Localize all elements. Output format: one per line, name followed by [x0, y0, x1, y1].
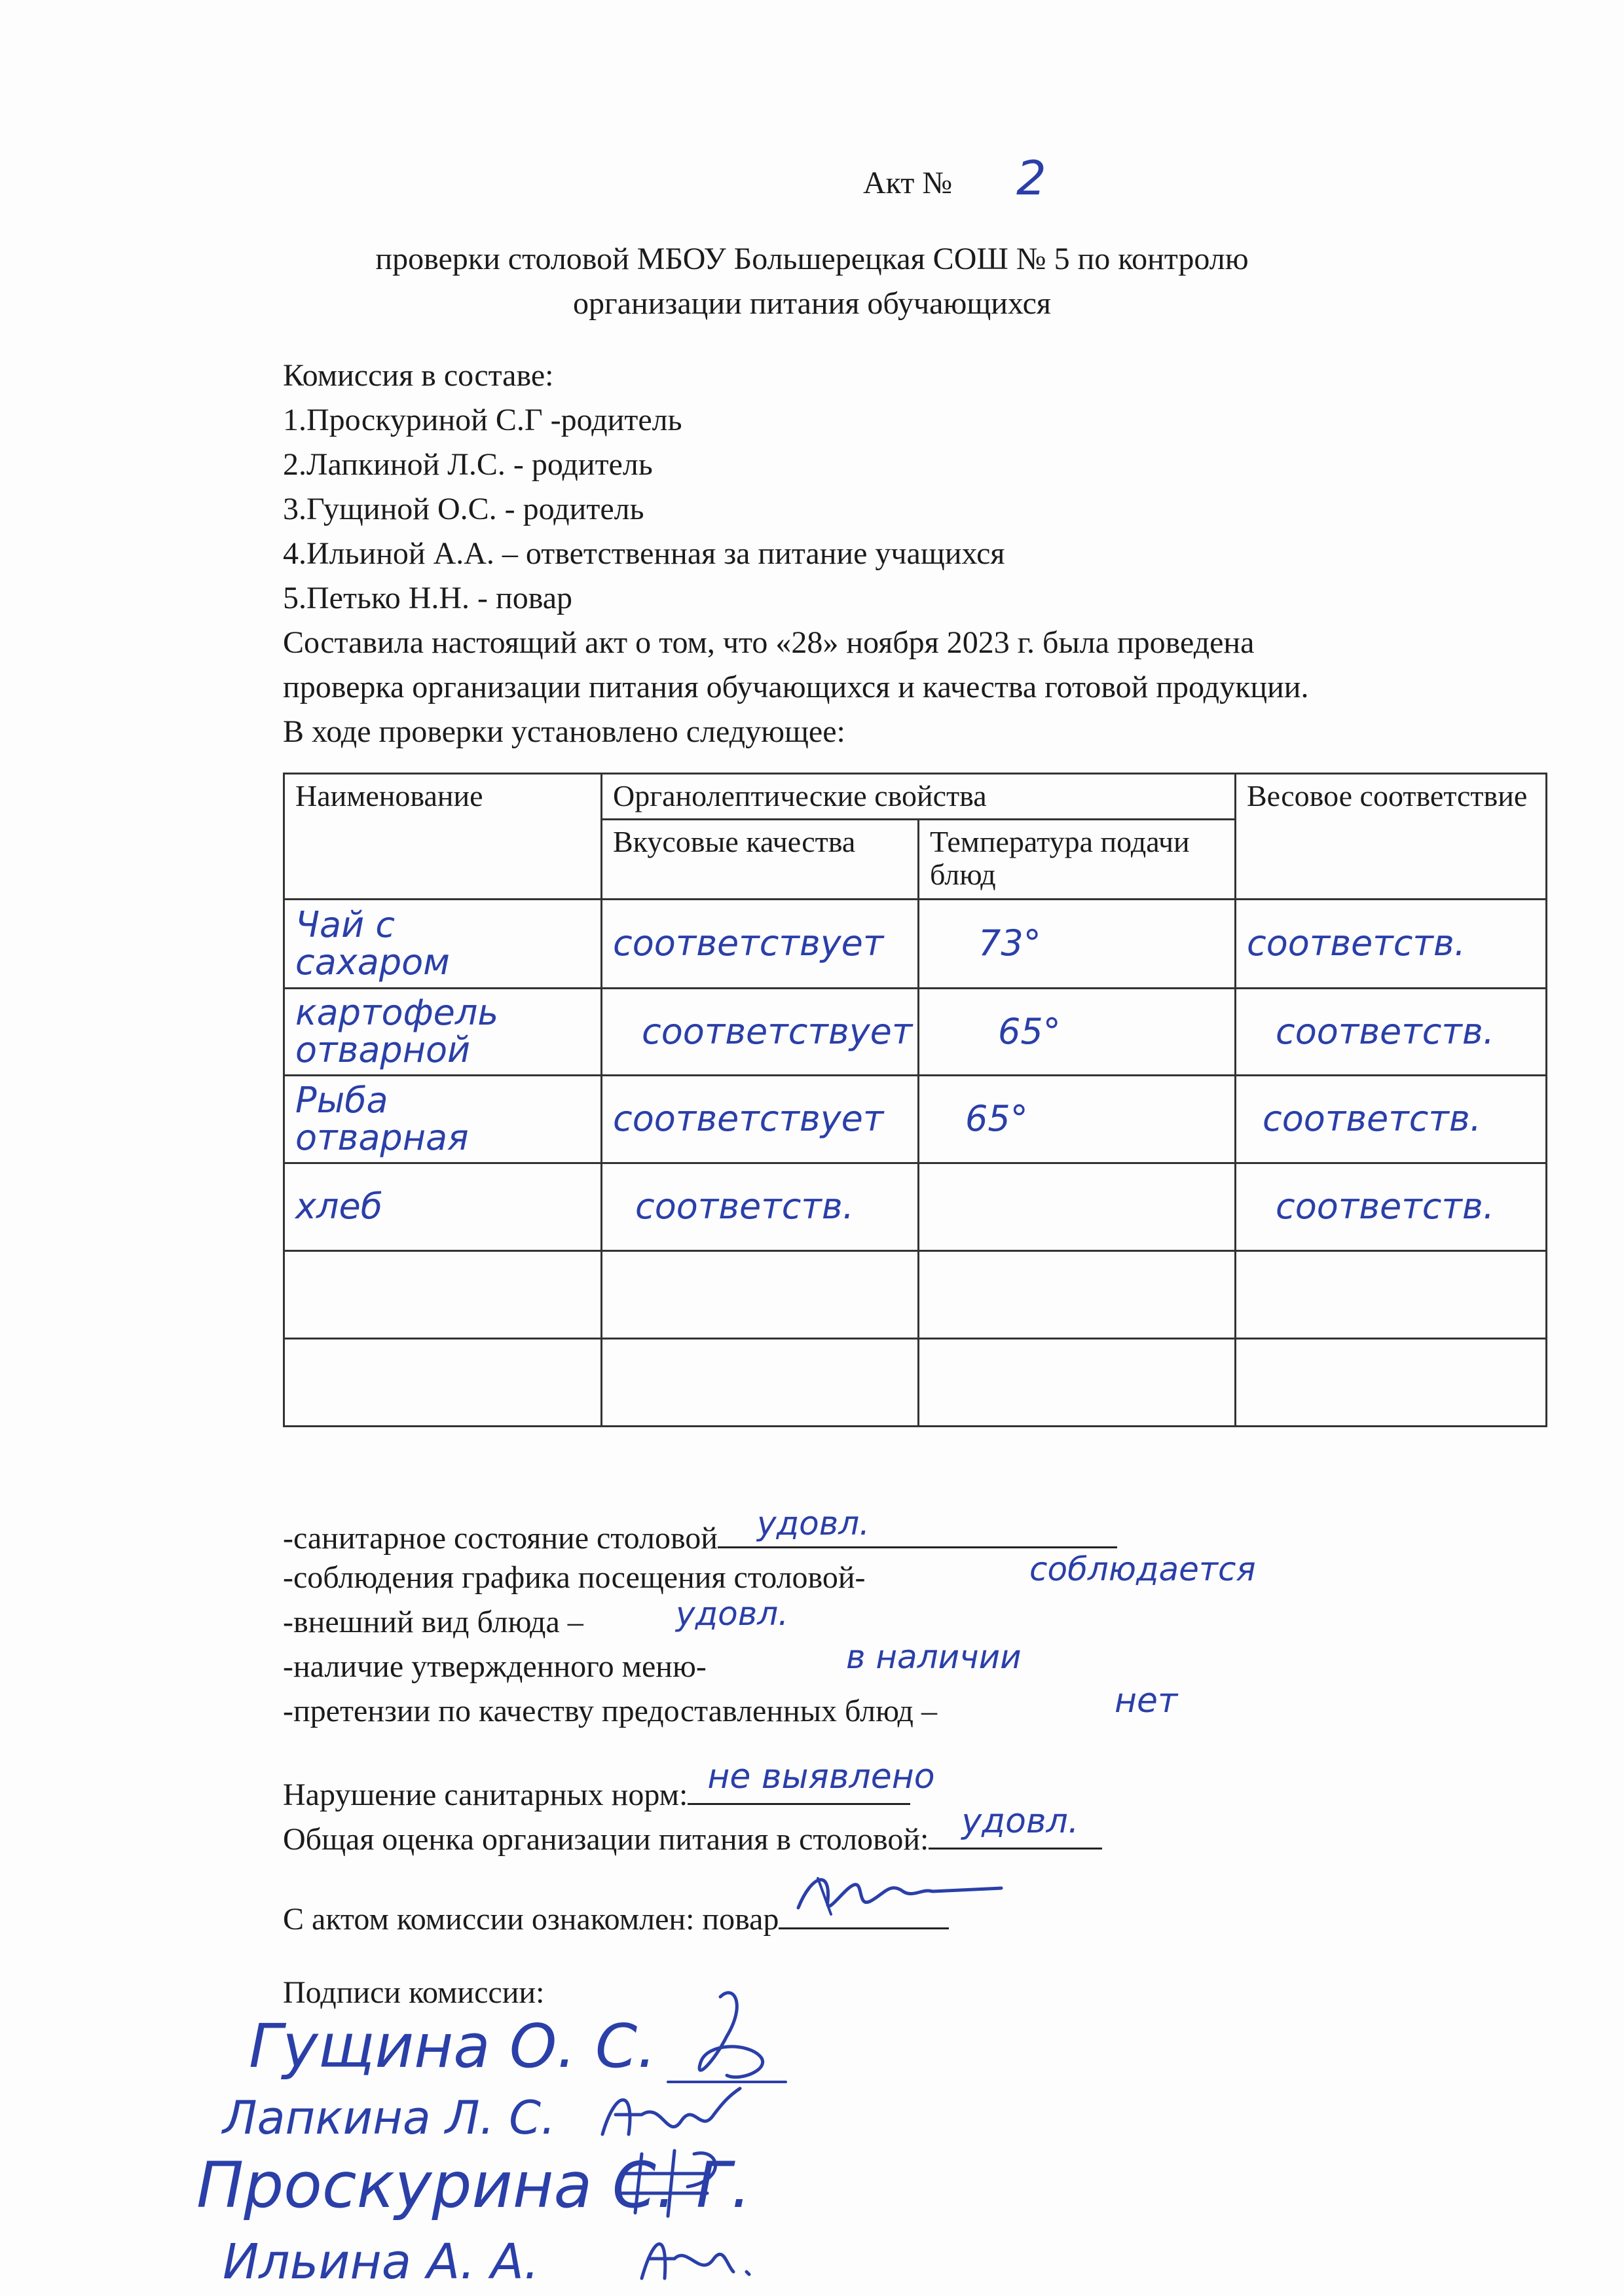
taste-value: соответствует [642, 1010, 913, 1052]
header-organoleptic: Органолептические свойства [602, 774, 1236, 820]
taste-value: соответств. [635, 1186, 854, 1228]
overall-row [283, 1802, 1102, 1857]
header-weight: Весовое соответствие [1236, 774, 1547, 900]
field-label: -соблюдения графика посещения столовой- [283, 1560, 866, 1595]
body-text-line: В ходе проверки установлено следующее: [283, 714, 845, 749]
dish-name [284, 1251, 602, 1339]
field-value: в наличии [846, 1638, 1022, 1676]
field-value: удовл. [756, 1504, 870, 1542]
commission-member: 3.Гущиной О.С. - родитель [283, 492, 644, 526]
table-row [284, 900, 1547, 989]
field-schedule [283, 1550, 1256, 1595]
weight-value: соответств. [1276, 1010, 1494, 1052]
header-temperature: Температура подачи блюд [919, 820, 1236, 900]
field-label: -претензии по качеству предоставленных блюд – [283, 1694, 937, 1728]
cook-signature-line [779, 1899, 949, 1929]
table-row [284, 1251, 1547, 1339]
commission-member: 1.Проскуриной С.Г -родитель [283, 403, 682, 437]
taste-value: соответствует [613, 1098, 884, 1140]
weight-value: соответств. [1276, 1186, 1494, 1228]
dish-name: Рыба отварная [295, 1079, 469, 1158]
dish-name [284, 1339, 602, 1427]
dish-name: Чай с сахаром [295, 903, 450, 983]
commission-member: 2.Лапкиной Л.С. - родитель [283, 447, 653, 482]
violations-value: не выявлено [707, 1757, 935, 1796]
temperature-value: 73° [978, 922, 1041, 964]
field-appearance [283, 1595, 789, 1639]
act-number: 2 [1016, 151, 1046, 206]
overall-label: Общая оценка организации питания в столовой: [283, 1822, 929, 1857]
commission-intro: Комиссия в составе: [283, 358, 554, 393]
weight-value [1236, 1251, 1547, 1339]
table-row [284, 989, 1547, 1076]
body-text-line: Составила настоящий акт о том, что «28» ноября 2023 г. была проведена [283, 625, 1255, 660]
weight-value: соответств. [1247, 922, 1466, 964]
header-name: Наименование [284, 774, 602, 900]
field-claims [283, 1681, 1178, 1728]
field-underline [718, 1504, 1117, 1548]
field-label: -внешний вид блюда – [283, 1605, 583, 1639]
signatures-label: Подписи комиссии: [283, 1975, 545, 2010]
taste-value [602, 1251, 919, 1339]
field-value: удовл. [676, 1595, 789, 1633]
overall-value: удовл. [961, 1802, 1079, 1841]
commission-member: 4.Ильиной А.А. – ответственная за питание учащихся [283, 536, 1005, 571]
title-line-1: проверки столовой МБОУ Большерецкая СОШ № 5 по контролю [375, 242, 1249, 276]
field-sanitary [283, 1504, 1117, 1556]
table-row [284, 1339, 1547, 1427]
acknowledged-label: С актом комиссии ознакомлен: повар [283, 1902, 779, 1937]
signature-mark [629, 2226, 760, 2291]
header-taste: Вкусовые качества [602, 820, 919, 900]
acknowledged-row [283, 1899, 949, 1935]
weight-value: соответств. [1263, 1098, 1481, 1140]
dish-name: хлеб [295, 1186, 382, 1228]
inspection-table [283, 773, 1547, 1427]
violations-row [283, 1757, 935, 1812]
signature-name: Проскурина С. Г. [196, 2149, 751, 2222]
title-line-2: организации питания обучающихся [573, 286, 1051, 321]
taste-value [602, 1339, 919, 1427]
table-row [284, 1163, 1547, 1251]
violations-underline [688, 1757, 935, 1805]
temperature-value [919, 1251, 1236, 1339]
field-menu [283, 1638, 1022, 1684]
signature-name: Ильина А. А. [223, 2234, 540, 2290]
cook-signature [792, 1862, 1008, 1927]
commission-member: 5.Петько Н.Н. - повар [283, 581, 573, 615]
field-label: -санитарное состояние столовой [283, 1521, 718, 1556]
dish-name: картофель отварной [295, 992, 499, 1070]
temperature-value: 65° [965, 1098, 1028, 1140]
violations-label: Нарушение санитарных норм: [283, 1777, 688, 1812]
signature-mark [616, 2141, 747, 2226]
weight-value [1236, 1339, 1547, 1427]
field-value: соблюдается [1029, 1550, 1256, 1588]
taste-value: соответствует [613, 922, 884, 964]
signature-name: Гущина О. С. [249, 2011, 657, 2081]
act-label: Акт № [863, 166, 953, 200]
body-text-line: проверка организации питания обучающихся и качества готовой продукции. [283, 670, 1309, 704]
table-row [284, 1076, 1547, 1163]
overall-underline [929, 1802, 1102, 1850]
temperature-value: 65° [998, 1010, 1061, 1052]
signature-name: Лапкина Л. С. [223, 2091, 556, 2145]
field-label: -наличие утвержденного меню- [283, 1649, 707, 1684]
temperature-value [919, 1339, 1236, 1427]
field-value: нет [1115, 1681, 1178, 1721]
